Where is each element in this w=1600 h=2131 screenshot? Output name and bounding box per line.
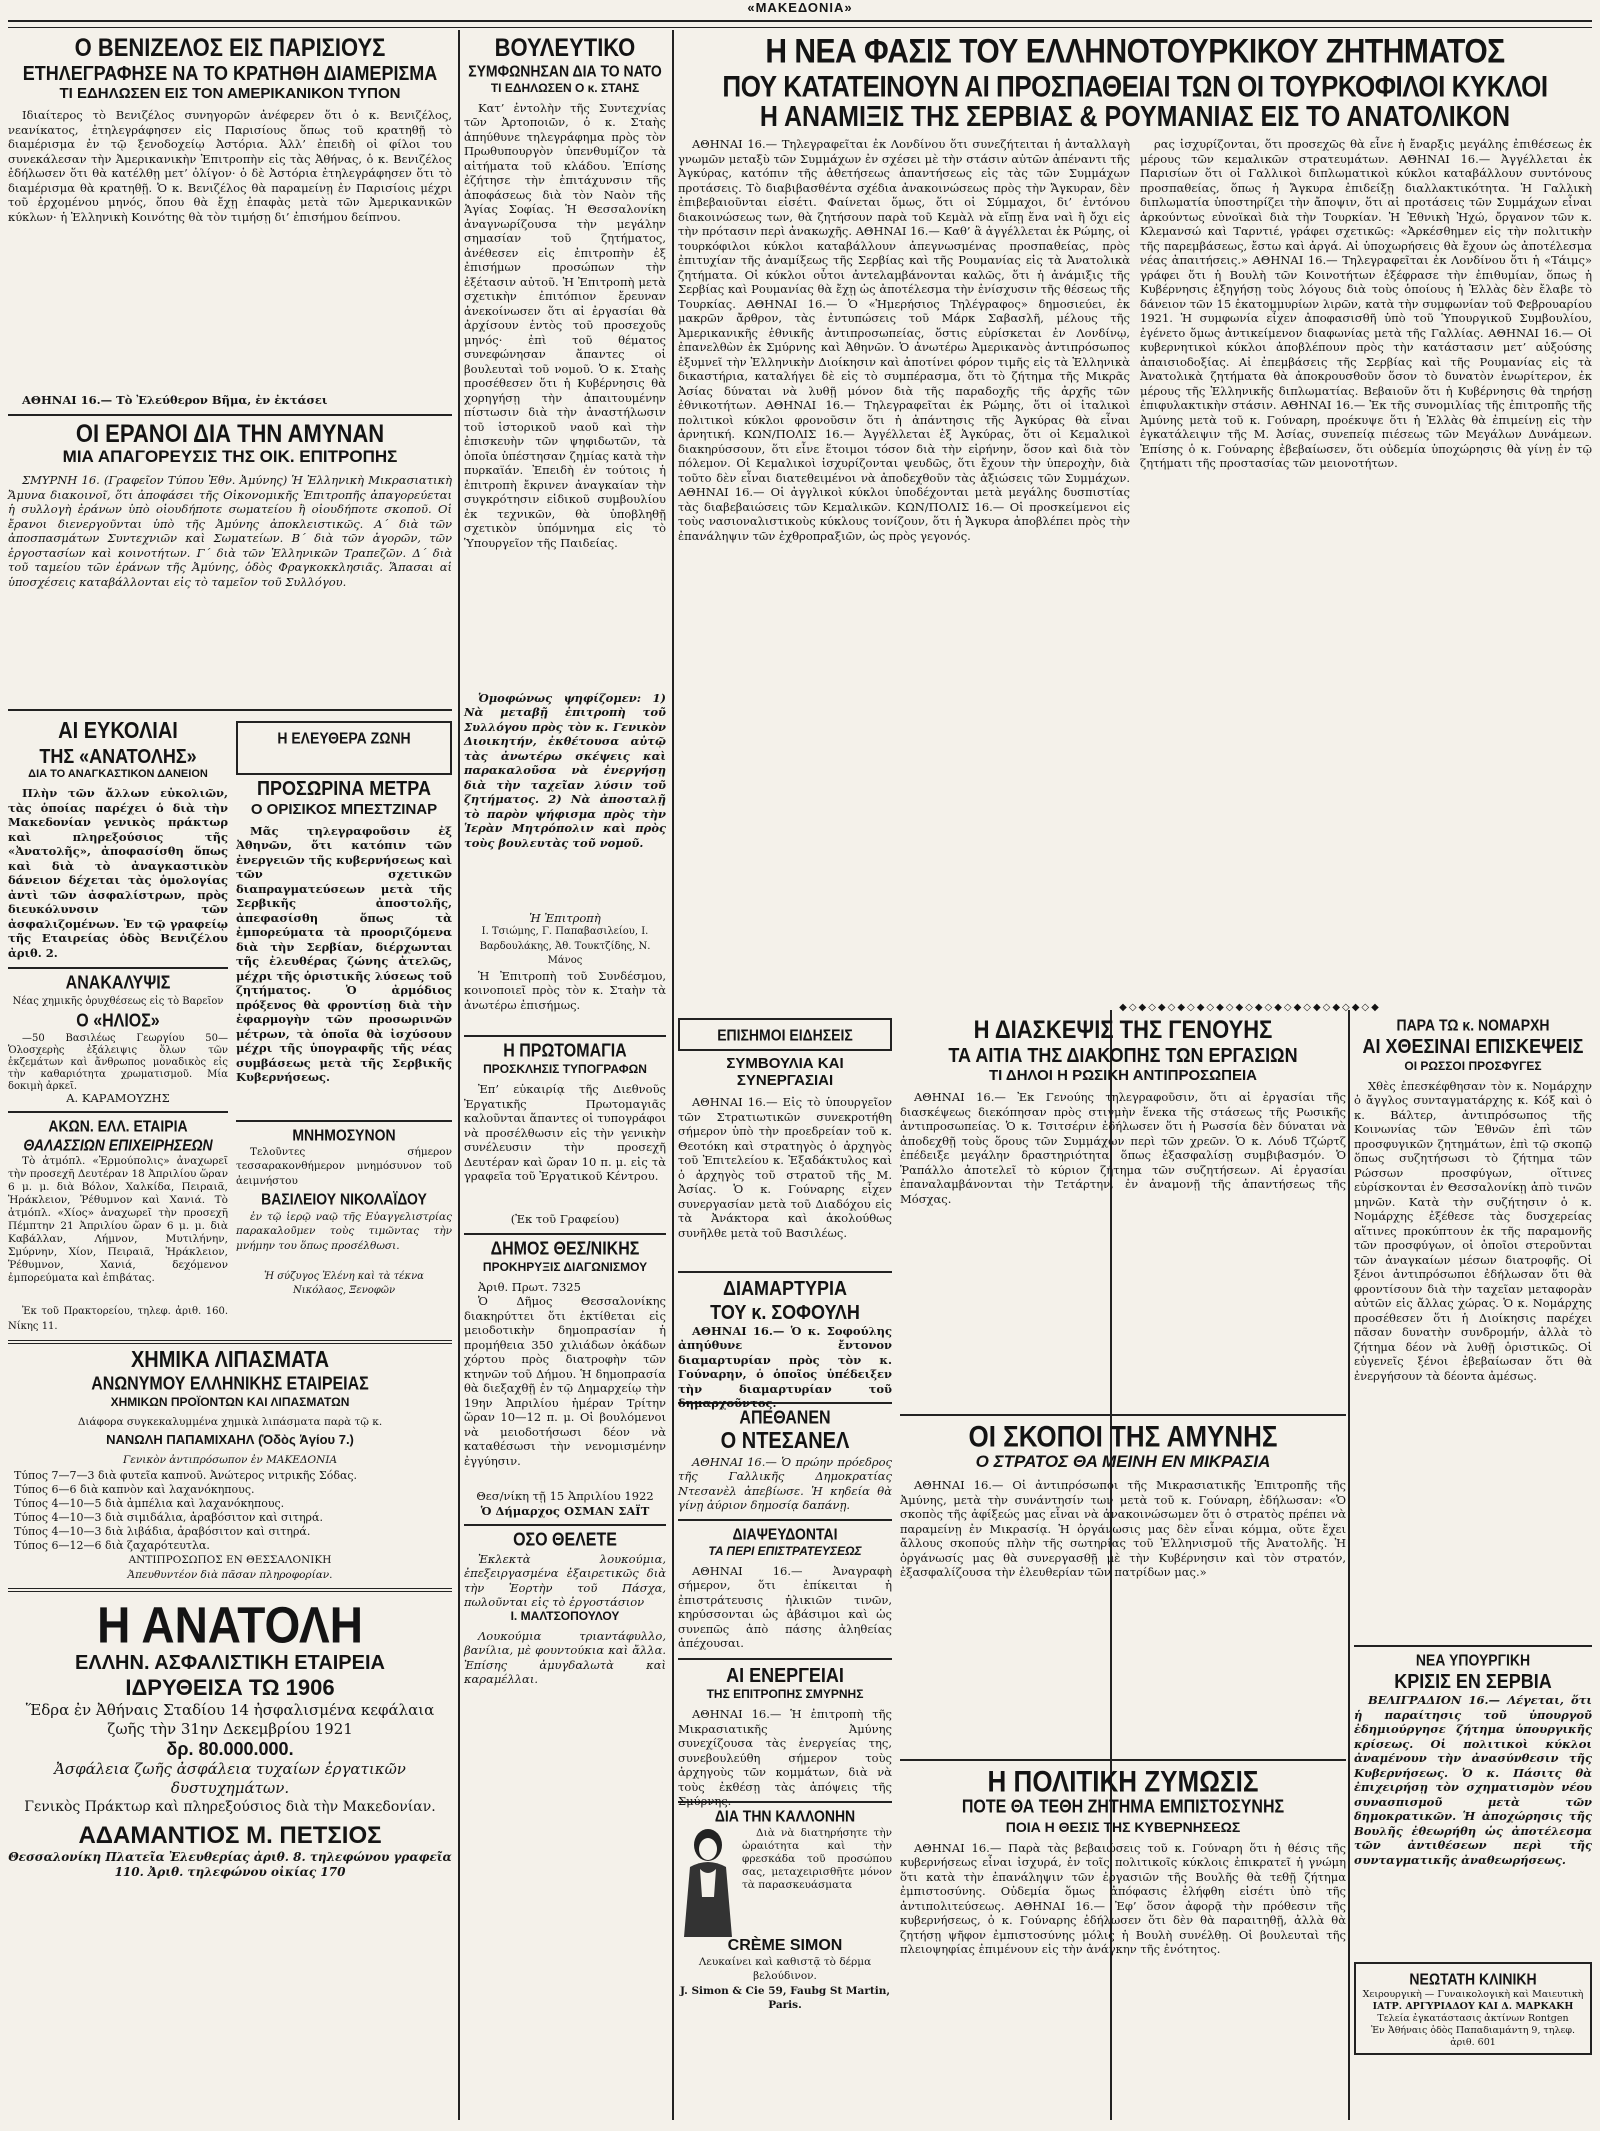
divider	[678, 1271, 892, 1273]
sofoulis-text: ΑΘΗΝΑΙ 16.— Ὁ κ. Σοφούλης ἀπηύθυνε ἔντονον διαμαρτυρίαν πρὸς τὸν κ. Γούναρην, ὁ ὁποῖος ὑπέδειξεν τὴν διαμαρτυρίαν τοῦ δημαρχοῦντος.	[678, 1323, 892, 1411]
divider	[1354, 1645, 1592, 1647]
column-divider	[458, 30, 460, 2120]
column-2	[464, 32, 666, 1689]
eykoliai-title: ΑΙ ΕΥΚΟΛΙΑΙ	[58, 718, 178, 744]
anakalypsis-text: —50 Βασιλέως Γεωργίου 50— Ὁλοσχερὴς ἐξάλειψις ὅλων τῶν ἐκζεμάτων καὶ ἄνθρωπος μοναδικὸς εἰς τὴν καθαριότητα χρωματισμοῦ. Μία δοκιμὴ ἀρκεῖ.	[8, 1032, 228, 1092]
oso-name: Ι. ΜΑΛΤΣΟΠΟΥΛΟΥ	[510, 1608, 620, 1623]
main-headline2: ΠΟΥ ΚΑΤΑΤΕΙΝΟΥΝ ΑΙ ΠΡΟΣΠΑΘΕΙΑΙ ΤΩΝ ΟΙ ΤΟΥΡΚΟΦΙΛΟΙ ΚΥΚΛΟΙ	[722, 69, 1548, 104]
energiai-text: ΑΘΗΝΑΙ 16.— Ἡ ἐπιτροπὴ τῆς Μικρασιατικῆς Ἀμύνης συνεχίζουσα τὰς ἐνεργείας της, συνεβουλεύθη σήμερον τοὺς ἀρχηγοὺς τῶν κομμάτων, διὰ νὰ τοὺς ἐκθέσῃ τὰς ἀπόψεις τῆς Σμύρνης.	[678, 1707, 892, 1809]
nomarxis-text: Χθὲς ἐπεσκέφθησαν τὸν κ. Νομάρχην ὁ ἄγγλος συνταγματάρχης κ. Κόξ καὶ ὁ κ. Βάλτερ, ἀντιπρόσωπος τῆς Κοινωνίας τῶν Ἐθνῶν ἐπὶ τῶν προσφυγικῶν ζητημάτων, ἐπὶ τῷ σκοπῷ ὅπως συζητήσωσι τὸ ζήτημα τῶν Ρώσσων προσφύγων, οἵτινες εὑρίσκονται ἐν Θεσσαλονίκῃ ἀπὸ τινῶν μηνῶν. Κατὰ τὴν συζήτησιν ὁ κ. Νομάρχης ἐξέθεσε τὰς δυσχερείας αἵτινες προκύπτουν ἐκ τῆς παραμονῆς τῶν προσφύγων, οἱ ὁποῖοι στεροῦνται τῶν ἀναγκαίων μέσων διατροφῆς. Οἱ ξένοι ἀντιπρόσωποι ἐδήλωσαν ὅτι θὰ φροντίσουν διὰ τὴν ταχεῖαν μεταφορὰν αὐτῶν εἰς ἄλλας χώρας. Ὁ κ. Νομάρχης προσέθεσεν ὅτι ἡ Διοίκησις παρέχει πᾶσαν δυνατὴν συνδρομήν, ἀλλὰ τὸ ζήτημα δέον νὰ λυθῇ ὁριστικῶς. Οἱ εὐγενεῖς ξένοι ἐβεβαίωσαν ὅτι θὰ ἐνεργήσουν τὰ δέοντα ἀμέσως.	[1354, 1078, 1592, 1383]
divider	[900, 1414, 1346, 1416]
masthead: «ΜΑΚΕΔΟΝΙΑ»	[747, 0, 853, 15]
chemicals-title: ΧΗΜΙΚΑ ΛΙΠΑΣΜΑΤΑ	[130, 1347, 330, 1373]
kalloni-title: ΔΙΑ ΤΗΝ ΚΑΛΛΟΝΗΝ	[714, 1807, 856, 1826]
venizelos-title: Ο ΒΕΝΙΖΕΛΟΣ ΕΙΣ ΠΑΡΙΣΙΟΥΣ	[74, 33, 386, 62]
anatoli-ad-line2: ΙΔΡΥΘΕΙΣΑ ΤΩ 1906	[125, 1675, 335, 1701]
divider	[8, 1588, 452, 1592]
clinic-box	[1354, 1962, 1592, 2055]
clinic-line1: Χειρουργικὴ — Γυναικολογικὴ καὶ Μαιευτικὴ	[1362, 1989, 1584, 2001]
clinic-title: ΝΕΩΤΑΤΗ ΚΛΙΝΙΚΗ	[1409, 1969, 1537, 1989]
main-left-text: ΑΘΗΝΑΙ 16.— Τηλεγραφεῖται ἐκ Λονδίνου ὅτι συνεζήτειται ἡ ἀνταλλαγὴ γνωμῶν μεταξὺ τῶν Συμμάχων ἐν σχέσει μὲ τὴν στάσιν αὐτῶν ἀπέναντι τῆς Ἀγκύρας, κατόπιν τῆς ἀθετήσεως ἀπαντήσεως εἰς τὰς τῶν Συμμάχων προτάσεις. Τὸ διαβιβασθέντα σχέδια ἀνακοινώσεως πρὸς τὴν Ἄγκυραν, δὲν ἐπιβεβαιοῦνται εἰσέτι. Φαίνεται ὅμως, ὅτι οἱ Σύμμαχοι, δι’ ἐντόνου διακοινώσεως των, θὰ ζητήσουν παρὰ τοῦ Κεμὰλ νὰ εἴπῃ ἕνα ναὶ ἢ ὄχι εἰς τὴν πρότασιν περὶ ἀνακωχῆς. ΑΘΗΝΑΙ 16.— Καθ’ ἃ ἀγγέλλεται ἐκ Ρώμης, οἱ τουρκόφιλοι κύκλοι καταβάλλουν ἀπεγνωσμένας προσπαθείας, πρὸς ἐπιτυχίαν τῆς ἀναμίξεως τῆς Σερβίας καὶ τῆς Ρουμανίας εἰς τὰ Ἀνατολικὰ ζητήματα. Οἱ κύκλοι οὗτοι ἀντελαμβάνονται καλῶς, ὅτι ἡ ἀνάμιξις τῆς Σερβίας καὶ Ρουμανίας θὰ ἔχῃ ὡς ἀποτέλεσμα τὴν ἐνίσχυσιν τῆς θέσεως τῆς Τουρκίας. ΑΘΗΝΑΙ 16.— Ὁ «Ἡμερήσιος Τηλέγραφος» δημοσιεύει, ἐκ μακρῶν ἄρθρον, τὰς ἐντυπώσεις τοῦ Μάρκ Σαβασλῆ, μέλους τῆς Ἀμερικανικῆς ἐθνικῆς ἀντιπροσωπείας, ὅστις εὑρίσκεται ἐν Λονδίνῳ, ἐπανελθὼν ἐκ Σμύρνης καὶ Ἀθηνῶν. Ὁ ἀνωτέρω Ἀμερικανὸς ἀντιπρόσωπος ἐξυμνεῖ τὴν Ἑλληνικὴν Διοίκησιν καὶ ἀποτίνει φόρον τιμῆς εἰς τὰ Ἑλληνικὰ δικαστήρια, καταλήγει δὲ εἰς τὸ συμπέρασμα, ὅτι τὸ ζήτημα τῆς Μικρᾶς Ἀσίας δύναται νὰ λυθῇ μόνον διὰ τῆς παραδοχῆς τῆς ἀρχῆς τῶν ἐθνικοτήτων. ΑΘΗΝΑΙ 16.— Τηλεγραφεῖται ἐκ Ρώμης, ὅτι οἱ ἰταλικοὶ πολιτικοὶ κύκλοι φρονοῦσιν ὅτι ἡ ἀπάντησις τῆς Ἀγκύρας θὰ εἶναι ἀρνητική. ΚΩΝ/ΠΟΛΙΣ 16.— Ἀγγέλλεται ἐξ Ἀγκύρας, ὅτι οἱ Κεμαλικοὶ διακηρύσσουν, ὅτι εἶνε ἕτοιμοι τόσον διὰ τὴν εἰρήνην, ὅσον καὶ διὰ τὸν πόλεμον. Οἱ Κεμαλικοὶ ἰσχυρίζονται ψευδῶς, ὅτι ἔχουν τὴν ὑπεροχὴν, διὰ τοῦτο δὲν εἶναι διατεθειμένοι νὰ ἀποδεχθοῦν τὰς ἀξιώσεις τῶν Συμμάχων. ΑΘΗΝΑΙ 16.— Οἱ ἀγγλικοὶ κύκλοι ὑποδέχονται μετὰ μεγάλης δυσπιστίας τὰς διαβεβαιώσεις τῶν Κεμαλικῶν. ΚΩΝ/ΠΟΛΙΣ 16.— Οἱ προσκείμενοι εἰς τοὺς νασιοναλιστικοὺς κύκλους τονίζουν, ὅτι ἡ Ἄγκυρα ἀποβλέπει πρὸς τὴν ἐπανάληψιν τῶν ἐχθροπραξιῶν, ὡς πρὸς γεγονός.	[678, 137, 1130, 543]
serbia-title2: ΚΡΙΣΙΣ ΕΝ ΣΕΡΒΙΑ	[1394, 1669, 1552, 1693]
divider	[8, 414, 452, 416]
genoua-subtitle: ΤΙ ΔΗΛΟΙ Η ΡΩΣΙΚΗ ΑΝΤΙΠΡΟΣΩΠΕΙΑ	[988, 1067, 1257, 1085]
main-story	[678, 32, 1592, 1004]
chemical-type: Τύπος 4—10—3 διὰ σιμιδάλια, ἀραβόσιτον καὶ σιτηρά.	[14, 1511, 323, 1525]
protomagia-title: Η ΠΡΩΤΟΜΑΓΙΑ	[503, 1041, 627, 1062]
shipping-title: ΑΚΩΝ. ΕΛΛ. ΕΤΑΙΡΙΑ	[48, 1116, 188, 1136]
main-headline3: Η ΑΝΑΜΙΞΙΣ ΤΗΣ ΣΕΡΒΙΑΣ & ΡΟΥΜΑΝΙΑΣ ΕΙΣ ΤΟ ΑΝΑΤΟΛΙΚΟΝ	[759, 101, 1511, 134]
vouleftiko-signoff: Ἡ Ἐπιτροπὴ	[529, 910, 601, 925]
genoua-title2: ΤΑ ΑΙΤΙΑ ΤΗΣ ΔΙΑΚΟΠΗΣ ΤΩΝ ΕΡΓΑΣΙΩΝ	[948, 1043, 1298, 1067]
dimos-date: Θεσ/νίκη τῇ 15 Ἀπριλίου 1922	[476, 1489, 654, 1504]
episima-column	[678, 1014, 892, 2013]
eranoi-text: ΣΜΥΡΝΗ 16. (Γραφεῖον Τύπου Ἐθν. Ἀμύνης) Ἡ Ἑλληνικὴ Μικρασιατικὴ Ἄμυνα διακοινοῖ, ὅτι ἀποφάσει τῆς Οἰκονομικῆς Ἐπιτροπῆς ἀπαγορεύεται ἡ συλλογὴ ἐράνων ὑπὸ οἱουδήποτε σωματείου ἢ οἱουδήποτε σκοποῦ. Οἱ ἔρανοι διενεργοῦνται ὑπὸ τῆς Ἀμύνης ἀποκλειστικῶς. Α΄ διὰ τῶν ἀποσπασμάτων Συντεχνιῶν καὶ Σωματείων. Β΄ διὰ τῶν ἀγορῶν, τῶν ἐργοστασίων καὶ κοινοτήτων. Γ΄ διὰ τῶν Ἑλληνικῶν Τραπεζῶν. Δ΄ διὰ τοῦ ταμείου τῶν ἐράνων τῆς Ἀμύνης, ὁδὸς Φραγκοκκλησιᾶς. Ἅπασαι αἱ ὑποσχέσεις καταβάλλονται εἰς τὸ ταμεῖον τοῦ Συλλόγου.	[8, 473, 452, 589]
column-divider	[672, 30, 674, 2120]
zoni-text: Μᾶς τηλεγραφοῦσιν ἐξ Ἀθηνῶν, ὅτι κατόπιν τῶν ἐνεργειῶν τῆς κυβερνήσεως καὶ τῶν σχετικῶν διαπραγματεύσεων μετὰ τῆς Σερβικῆς ἀποστολῆς, ἀπεφασίσθη ὅπως τὰ ἐμπορεύματα τὰ προοριζόμενα διὰ τὴν Σερβίαν, διέρχωνται τῆς ἐλευθέρας ζώνης ἀτελῶς, μέχρι τῆς ὁριστικῆς λύσεως τοῦ ζητήματος. Ὁ ἀρμόδιος πρόξενος θὰ φροντίσῃ διὰ τὴν ἐφαρμογὴν τῶν προσωρινῶν μέτρων, τὰ ὁποῖα θὰ ἰσχύσουν μέχρι τῆς ὑπογραφῆς τῆς νέας συμβάσεως μετὰ τῆς Σερβικῆς Κυβερνήσεως.	[236, 823, 452, 1085]
amyna-title: ΟΙ ΣΚΟΠΟΙ ΤΗΣ ΑΜΥΝΗΣ	[968, 1418, 1278, 1454]
chemicals-footer: ΑΝΤΙΠΡΟΣΩΠΟΣ ΕΝ ΘΕΣΣΑΛΟΝΙΚΗ	[128, 1554, 332, 1567]
main-columns	[678, 137, 1592, 957]
anatoli-ad-name: Η ΑΝΑΤΟΛΗ	[97, 1596, 363, 1654]
ornament-divider: ◆◇◆◇◆◇◆◇◆◇◆◇◆◇◆◇◆◇◆◇◆◇◆◇◆◇◆	[1119, 1002, 1381, 1013]
serbia-text: ΒΕΛΙΓΡΑΔΙΟΝ 16.— Λέγεται, ὅτι ἡ παραίτησις τοῦ ὑπουργοῦ ἐδημιούργησε ζήτημα ὑπουργικῆς κρίσεως. Οἱ πολιτικοὶ κύκλοι ἀναμένουν τὴν ἀνασύνθεσιν τῆς Κυβερνήσεως. Ὁ κ. Πάσιτς θὰ ἐπιχειρήσῃ τὸν σχηματισμὸν νέου συνασπισμοῦ μετὰ τῶν δημοκρατικῶν. Ἡ ἀποχώρησις τῆς Βουλῆς ἐθεωρήθη ὡς ἀποτέλεσμα τῶν ἀντιθέσεων περὶ τῆς συνταγματικῆς ἀναθεωρήσεως.	[1354, 1693, 1592, 1867]
nomarxis-column	[1354, 1014, 1592, 2059]
chemicals-types	[14, 1469, 452, 1553]
vouleftiko-title: ΒΟΥΛΕΥΤΙΚΟ	[494, 33, 636, 62]
mnimosynon-text: Τελοῦντες σήμερον τεσσαρακονθήμερον μνημόσυνον τοῦ ἀειμνήστου	[236, 1145, 452, 1187]
sofoulis-title: ΔΙΑΜΑΡΤΥΡΙΑ	[723, 1276, 847, 1300]
sofoulis-title2: ΤΟΥ κ. ΣΟΦΟΥΛΗ	[710, 1299, 860, 1323]
episima-title: ΕΠΙΣΗΜΟΙ ΕΙΔΗΣΕΙΣ	[717, 1025, 853, 1045]
anakalypsis-signoff: Α. ΚΑΡΑΜΟΥΖΗΣ	[66, 1090, 170, 1105]
nomarxis-subtitle: ΟΙ ΡΩΣΣΟΙ ΠΡΟΣΦΥΓΕΣ	[1404, 1058, 1542, 1073]
serbia-title: ΝΕΑ ΥΠΟΥΡΓΙΚΗ	[1415, 1650, 1531, 1669]
divider	[236, 1120, 452, 1122]
energiai-title: ΑΙ ΕΝΕΡΓΕΙΑΙ	[726, 1663, 844, 1687]
mnimosynon-signoff: Ἡ σύζυγος Ἑλένη καὶ τὰ τέκνα Νικόλαος, Ξενοφῶν	[264, 1270, 424, 1297]
oso-text: Ἐκλεκτὰ λουκούμια, ἐπεξειργασμένα ἐξαιρετικῶς διὰ τὴν Ἑορτὴν τοῦ Πάσχα, πωλοῦνται εἰς τὸ ἐργοστάσιον	[464, 1551, 666, 1610]
oso-text2: Λουκούμια τριαντάφυλλο, βανίλια, μὲ φουντούκια καὶ ἄλλα. Ἐπίσης ἀμυγδαλωτὰ καὶ καραμέλλαι.	[464, 1628, 666, 1687]
chemical-type: Τύπος 6—6 διὰ καπνὸν καὶ λαχανόκηπους.	[14, 1483, 255, 1497]
col1-lower-left	[8, 717, 228, 1334]
venizelos-text: Ιδιαίτερος τὸ Βενιζέλος συνηγορῶν ἀνέφερεν ὅτι ὁ κ. Βενιζέλος, νεανίκατος, ἐτηλεγράφησεν εἰς Παρισίους ὅπως τοῦ κρατηθῇ τὸ διαμέρισμα ἐν τῷ ξενοδοχείῳ Ἀστόρια. Ἀλλ’ ἐπειδὴ οἱ φίλοι του συνεκάλεσαν τὴν Ἀμερικανικὴν Ἐπιτροπὴν εἰς τὰς Ἀθήνας, ὁ κ. Βενιζέλος ἐδήλωσεν ὅτι θὰ κατέλθῃ μετ’ ὀλίγον· ὁ δὲ Ἀστόρια ἐτηλεγράφησεν ὅτι τὸ διαμέρισμα θὰ κρατηθῇ. Ὁ κ. Βενιζέλος θὰ παραμείνῃ ἐν Παρισίοις μέχρι τοῦ ἐρχομένου μηνός, ὅπου θὰ ἔχῃ ἐπαφὰς μετὰ τῶν Ἀμερικανικῶν κύκλων· ἡ Ἑλληνικὴ Κοινότης θὰ τὸν τιμήσῃ δι’ ἐπισήμου δείπνου.	[8, 108, 452, 224]
column-1	[8, 32, 452, 1879]
anatoli-ad-line4: Ἀσφάλεια ζωῆς ἀσφάλεια τυχαίων ἐργατικῶν δυστυχημάτων.	[54, 1760, 406, 1798]
anatoli-ad-agent: ΑΔΑΜΑΝΤΙΟΣ Μ. ΠΕΤΣΙΟΣ	[78, 1822, 382, 1850]
main-right-text: ρας ἰσχυρίζονται, ὅτι προσεχῶς θὰ εἶνε ἡ ἔναρξις μεγάλης ἐπιθέσεως ἐκ μέρους τῶν κεμαλικῶν στρατευμάτων. ΑΘΗΝΑΙ 16.— Ἀγγέλλεται ἐκ Παρισίων ὅτι οἱ Γαλλικοὶ διπλωματικοὶ κύκλοι καταβάλλουν συντόνους προσπαθείας, ὅπως ἡ Ἄγκυρα ἐπιδείξῃ διαλλακτικότητα. Ἡ Γαλλικὴ διπλωματία ὑποστηρίζει τὴν ἄποψιν, ὅτι αἱ προτάσεις τῶν Συμμάχων εἶναι ἀρκούντως εὐνοϊκαὶ διὰ τὴν Τουρκίαν. Ἡ Ἐθνικὴ Ἠχώ, ὄργανον τῶν κ. Κλεμανσώ καὶ Ταρντιέ, γράφει σχετικῶς: «Ἀρκέσθημεν εἰς τὴν πολιτικὴν τῆς παρεμβάσεως, ἔστω καὶ ἀργά. Αἱ ὑποχωρήσεις θὰ ἔχουν ὡς ἀποτέλεσμα νέας ἀπαιτήσεις.» ΑΘΗΝΑΙ 16.— Τηλεγραφεῖται ἐκ Λονδίνου ὅτι ἡ «Τάιμς» γράφει ὅτι ἡ Βουλὴ τῶν Κοινοτήτων ἐξέφρασε τὴν ἐπιθυμίαν, ὅπως ἡ Κυβέρνησις ἐξηγήσῃ τοὺς λόγους διὰ τοὺς ὁποίους ἡ Ἑλλὰς δὲν ἔλαβε τὸ δάνειον τῶν 15 ἑκατομμυρίων λιρῶν, κατὰ τὴν συμφωνίαν τοῦ Φεβρουαρίου 1921. Ἡ συμφωνία εἶχεν ἀποφασισθῆ ὑπὸ τοῦ Ὑπουργικοῦ Συμβουλίου, ἐγένετο ὅμως ἀντικείμενον διαφωνίας μετὰ τῆς Γαλλίας. ΑΘΗΝΑΙ 16.— Οἱ κυβερνητικοὶ κύκλοι ἀποβλέπουν πρὸς τὴν κατάστασιν μετ’ αὐξούσης ἀπαισιοδοξίας. Αἱ ἐπεμβάσεις τῆς Σερβίας καὶ τῆς Ρουμανίας εἰς τὰ Ἀνατολικὰ ζητήματα θὰ ἀποκρουσθοῦν ὅσον τὸ δυνατὸν ἐνωρίτερον, ἐκ μέρους τῆς Ἑλληνικῆς διπλωματίας. Βεβαιοῦν ὅτι ἡ Κυβέρνησις θὰ τηρήσῃ ἐπιφυλακτικὴν στάσιν. ΑΘΗΝΑΙ 16.— Ἐκ τῆς συνομιλίας τῆς ἐπιτροπῆς τῆς Ἀμύνης μετὰ τοῦ κ. Γούναρη, προέκυψε ὅτι ἡ Ἑλλὰς θὰ ἐπιμείνῃ εἰς τὴν ἐγκατάλειψιν τῆς Μ. Ἀσίας, συνεπείᾳ πιέσεως τῶν Μεγάλων Δυνάμεων. Ἐπίσης ὁ κ. Γούναρης ἐβεβαίωσεν, ὅτι οὐδεμία ὑποχώρησις θὰ γίνῃ ἐν τῷ ζητήματι τῆς προστασίας τῶν μειονοτήτων.	[1140, 137, 1592, 471]
woman-figure-icon	[678, 1827, 738, 1937]
clinic-line2: ΙΑΤΡ. ΑΡΓΥΡΙΑΔΟΥ ΚΑΙ Δ. ΜΑΡΚΑΚΗ	[1372, 2001, 1574, 2013]
eranoi-subtitle: ΜΙΑ ΑΠΑΓΟΡΕΥΣΙΣ ΤΗΣ ΟΙΚ. ΕΠΙΤΡΟΠΗΣ	[62, 447, 398, 467]
genoua-column	[900, 1014, 1346, 2131]
divider	[8, 967, 228, 969]
anatoli-ad-amount: δρ. 80.000.000.	[166, 1739, 294, 1760]
energiai-title2: ΤΗΣ ΕΠΙΤΡΟΠΗΣ ΣΜΥΡΝΗΣ	[706, 1687, 864, 1702]
divider	[464, 1233, 666, 1235]
mnimosynon-name: ΒΑΣΙΛΕΙΟΥ ΝΙΚΟΛΑΪΔΟΥ	[261, 1190, 427, 1209]
amyna-text: ΑΘΗΝΑΙ 16.— Οἱ ἀντιπρόσωποι τῆς Μικρασιατικῆς Ἐπιτροπῆς τῆς Ἀμύνης, μετὰ τὴν συνάντησίν των μετὰ τοῦ κ. Γούναρη, ἐδήλωσαν: «Ὁ σκοπὸς τῆς ἀφίξεώς μας εἶναι νὰ ἀνακοινώσωμεν ὅτι ὁ στρατὸς πρέπει νὰ παραμείνῃ ἐν Μικρασίᾳ. Ἡ ὀργάνωσις μας δὲν εἶναι κόμμα, οὔτε ἔχει ἄλλους σκοπούς πλὴν τῆς σωτηρίας τοῦ Ἑλληνισμοῦ τῆς Ἀνατολῆς. Ἡ ὀργάνωσίς μας θὰ συνεργασθῇ μὲ τὴν Κυβέρνησιν καὶ τὸν στρατόν, ἐξασφαλίζουσα τὴν ἐλευθερίαν τῶν πατρίδων μας.»	[900, 1478, 1346, 1580]
anakalypsis-intro: Νέας χημικῆς ὀρυχθέσεως εἰς τὸ Βαρεῖον	[12, 995, 224, 1007]
chemicals-title2: ΑΝΩΝΥΜΟΥ ΕΛΛΗΝΙΚΗΣ ΕΤΑΙΡΕΙΑΣ	[91, 1374, 369, 1395]
vouleftiko-title2: ΣΥΜΦΩΝΗΣΑΝ ΔΙΑ ΤΟ ΝΑΤΟ	[468, 61, 662, 80]
anatoli-ad-address: Θεσσαλονίκη Πλατεῖα Ἐλευθερίας ἀριθ. 8. τηλεφώνου γραφεῖα 110. Ἀριθ. τηλεφώνου οἰκίας 170	[8, 1850, 452, 1879]
amyna-subtitle: Ο ΣΤΡΑΤΟΣ ΘΑ ΜΕΙΝΗ ΕΝ ΜΙΚΡΑΣΙΑ	[975, 1452, 1271, 1472]
episima-text: ΑΘΗΝΑΙ 16.— Εἰς τὸ ὑπουργεῖον τῶν Στρατιωτικῶν συνεκροτήθη σήμερον ὑπὸ τὴν προεδρείαν τοῦ κ. Θεοτόκη καὶ στρατηγὸς ὁ ἀρχηγὸς τοῦ Ἐπιτελείου κ. Ἐξαδάκτυλος καὶ ὁ ἀρχηγὸς τοῦ στρατοῦ τῆς Μ. Ἀσίας. Ὁ κ. Γούναρης εἶχεν συνεργασίαν μετὰ τοῦ Διαδόχου εἰς τὰ Ἀνάκτορα καὶ ἀκολούθως συνῆλθε μετὰ τοῦ Βασιλέως.	[678, 1095, 892, 1240]
kalloni-footer: J. Simon & Cie 59, Faubg St Martin, Paris.	[679, 1984, 890, 2011]
divider	[8, 1111, 228, 1113]
nomarxis-title: ΠΑΡΑ ΤΩ κ. ΝΟΜΑΡΧΗ	[1396, 1015, 1550, 1035]
kalloni-body	[678, 1827, 892, 1937]
protomagia-signoff: (Ἐκ τοῦ Γραφείου)	[510, 1212, 620, 1227]
clinic-line3: Τελεία ἐγκατάστασις ἀκτίνων Rontgen	[1377, 2013, 1569, 2025]
chemical-type: Τύπος 4—10—3 διὰ λιβάδια, ἀραβόσιτον καὶ σιτηρά.	[14, 1525, 311, 1539]
shipping-text: Τὸ ἀτμόπλ. «Ἑρμούπολις» ἀναχωρεῖ τὴν προσεχῆ Δευτέραν 18 Ἀπριλίου ὥραν 6 μ. μ. διὰ Βόλον, Χαλκίδα, Πειραιᾶ, Ἡράκλειον, Ῥέθυμνον καὶ Χανιά. Τὸ ἀτμόπλ. «Χίος» ἀναχωρεῖ τὴν προσεχῆ Πέμπτην 21 Ἀπριλίου ὥραν 6 μ. μ. διὰ Καβάλλαν, Λήμνον, Μυτιλήνην, Σμύρνην, Χίον, Πειραιᾶ, Ἡράκλειον, Ῥέθυμνον, Χανιά, δεχόμενον ἐμπορεύματα καὶ ἐπιβάτας.	[8, 1155, 228, 1285]
dimos-signoff: Ὁ Δήμαρχος ΟΣΜΑΝ ΣΑΪΤ	[480, 1503, 650, 1518]
protomagia-text: Ἐπ’ εὐκαιρίᾳ τῆς Διεθνοῦς Ἐργατικῆς Πρωτομαγιᾶς καλοῦνται ἅπαντες οἱ τυπογράφοι νὰ προσέλθωσιν εἰς τὴν γενικὴν συνέλευσιν τὴν προσεχῆ Δευτέραν καὶ ὥραν 10 π. μ. εἰς τὰ γραφεῖα τοῦ Ἐργατικοῦ Κέντρου.	[464, 1082, 666, 1184]
eykoliai-text: Πλὴν τῶν ἄλλων εὐκολιῶν, τὰς ὁποίας παρέχει ὁ διὰ τὴν Μακεδονίαν γενικὸς πράκτωρ καὶ πληρεξούσιος τῆς «Ἀνατολῆς», ἀποφασίσθη ὅπως καὶ διὰ τὸ ἀναγκαστικὸν δάνειον δέχεται τὰς ὁμολογίας ἀντὶ τῶν ἀσφαλίστρων, πρὸς διευκόλυνσιν τῶν ἀσφαλιζομένων. Ἐν τῷ γραφείῳ τῆς Εταιρείας ὁδὸς Βενιζέλου ἀριθ. 2.	[8, 786, 228, 960]
venizelos-signoff: ΑΘΗΝΑΙ 16.— Τὸ Ἐλεύθερον Βῆμα, ἐν ἐκτάσει	[22, 393, 328, 408]
main-headline1: Η ΝΕΑ ΦΑΣΙΣ ΤΟΥ ΕΛΛΗΝΟΤΟΥΡΚΙΚΟΥ ΖΗΤΗΜΑΤΟΣ	[765, 32, 1505, 71]
clinic-line4: Ἐν Ἀθήναις ὁδὸς Παπαδιαμάντη 9, τηλεφ. ἀριθ. 601	[1370, 2025, 1576, 2049]
dimos-text: Ὁ Δῆμος Θεσσαλονίκης διακηρύττει ὅτι ἐκτίθεται εἰς μειοδοτικὴν δημοπρασίαν ἡ προμήθεια 350 χιλιάδων ὀκάδων χόρτου πρὸς διατροφὴν τῶν κτηνῶν τοῦ Δήμου. Ἡ δημοπρασία θὰ διεξαχθῇ ἐν τῷ Δημαρχείῳ τὴν 19ην Ἀπριλίου ἡμέραν Τρίτην ὥραν 10—12 π. μ. Οἱ βουλόμενοι νὰ μειοδοτήσωσι δέον νὰ καταθέσωσι τὴν νενομισμένην ἐγγύησιν.	[464, 1294, 666, 1468]
divider	[464, 1524, 666, 1526]
divider	[8, 1340, 452, 1344]
anatoli-ad-line3: Ἕδρα ἐν Ἀθήναις Σταδίου 14 ἠσφαλισμένα κεφάλαια ζωῆς τὴν 31ην Δεκεμβρίου 1921	[25, 1701, 435, 1739]
shipping-title2: ΘΑΛΑΣΣΙΩΝ ΕΠΙΧΕΙΡΗΣΕΩΝ	[23, 1135, 213, 1155]
top-rule	[8, 20, 1592, 28]
divider	[8, 709, 452, 711]
denial-text: ΑΘΗΝΑΙ 16.— Ἀναγραφὴ σήμερον, ὅτι ἐπίκειται ἡ ἐπιστράτευσις ἡλικιῶν τινῶν, κηρύσσονται ὡς ἀβάσιμοι καὶ ὡς συνεπῶς ἀπὸ πάσης ἀληθείας ἀπέχουσαι.	[678, 1563, 892, 1651]
vouleftiko-text: Κατ’ ἐντολὴν τῆς Συντεχνίας τῶν Ἀρτοποιῶν, ὁ κ. Σταὴς ἀπηύθυνε τηλεγράφημα πρὸς τὸν Πρωθυπουργὸν ὑπενθυμίζον τὰ αἰτήματα τοῦ κλάδου. Ἐπίσης ἐζήτησε τὴν ἐπιτάχυνσιν τῆς ἀποφάσεως διὰ τὸν Ναὸν τῆς Ἁγίας Σοφίας. Ἡ Θεσσαλονίκη ἀναγνωρίζουσα τὴν μεγάλην σημασίαν τοῦ ζητήματος, ἀνέθεσεν εἰς ἐπιτροπὴν ἐξ ἐπισήμων προσώπων τὴν ἐξέτασιν αὐτοῦ. Ἡ Ἐπιτροπὴ μετὰ σχετικὴν ἐπιτόπιον ἔρευναν ἀνεκοίνωσεν ὅτι αἱ ἐργασίαι θὰ ἀρχίσουν ἐντὸς τοῦ προσεχοῦς μηνός· ἐπὶ τοῦ θέματος συνεφώνησαν ἅπαντες οἱ βουλευταὶ τοῦ νομοῦ. Ὁ κ. Σταὴς προσέθεσεν ὅτι ἡ Κυβέρνησις θὰ χορηγήσῃ τὴν ἀπαιτουμένην πίστωσιν διὰ τὴν ἀναστήλωσιν τοῦ ἱστορικοῦ ναοῦ καὶ τὴν ἐπισκευὴν τῶν ψηφιδωτῶν, τὰ ὁποῖα ὑπέστησαν ζημίας κατὰ τὴν πυρκαϊάν. Ἐπειδὴ ἐν τούτοις ἡ ἐπιτροπὴ ἔκρινεν ἀναγκαίαν τὴν συγκρότησιν εἰδικοῦ συμβουλίου ἐκ τεχνικῶν, θὰ ὑποβληθῇ σχετικὸν ὑπόμνημα εἰς τὸ Ὑπουργεῖον τῆς Παιδείας.	[464, 100, 666, 550]
chemicals-agent2: Γενικὸν ἀντιπρόσωπον ἐν ΜΑΚΕΔΟΝΙΑ	[122, 1453, 338, 1466]
column-divider	[1348, 1010, 1350, 2120]
divider	[464, 1035, 666, 1037]
protomagia-subtitle: ΠΡΟΣΚΛΗΣΙΣ ΤΥΠΟΓΡΑΦΩΝ	[483, 1062, 647, 1077]
zoni-box-title: Η ΕΛΕΥΘΕΡΑ ΖΩΝΗ	[277, 729, 411, 748]
chemicals-agent: ΝΑΝΩΛΗ ΠΑΠΑΜΙΧΑΗΛ (Ὁδὸς Ἁγίου 7.)	[106, 1431, 354, 1447]
dimos-subtitle: ΠΡΟΚΗΡΥΞΙΣ ΔΙΑΓΩΝΙΣΜΟΥ	[482, 1259, 648, 1274]
anatoli-ad-line5: Γενικὸς Πράκτωρ καὶ πληρεξούσιος διὰ τὴν Μακεδονίαν.	[24, 1799, 436, 1816]
kalloni-text: Διὰ νὰ διατηρήσητε τὴν ὡραιότητα καὶ τὴν φρεσκάδα τοῦ προσώπου σας, μεταχειρισθῆτε μόνον τὰ παρασκευάσματα	[742, 1826, 892, 1891]
eykoliai-subtitle: ΔΙΑ ΤΟ ΑΝΑΓΚΑΣΤΙΚΟΝ ΔΑΝΕΙΟΝ	[28, 768, 208, 781]
chemical-type: Τύπος 6—12—6 διὰ ζαχαρότευτλα.	[14, 1539, 210, 1553]
divider	[678, 1519, 892, 1521]
politiki-title: Η ΠΟΛΙΤΙΚΗ ΖΥΜΩΣΙΣ	[987, 1764, 1259, 1799]
shipping-signoff: Ἐκ τοῦ Πρακτορείου, τηλεφ. ἀριθ. 160. Νίκης 11.	[8, 1306, 228, 1332]
chemicals-line: Διάφορα συγκεκαλυμμένα χημικὰ λιπάσματα παρὰ τῷ κ.	[77, 1416, 383, 1429]
anakalypsis-product: Ο «ΗΛΙΟΣ»	[76, 1011, 160, 1032]
chemical-type: Τύπος 7—7—3 διὰ φυτεῖα καπνοῦ. Ἀνώτερος νιτρικῆς Σόδας.	[14, 1469, 358, 1483]
death-title: ΑΠΕΘΑΝΕΝ	[739, 1408, 831, 1429]
chemicals-title3: ΧΗΜΙΚΩΝ ΠΡΟΪΟΝΤΩΝ ΚΑΙ ΛΙΠΑΣΜΑΤΩΝ	[110, 1395, 350, 1410]
denial-title2: ΤΑ ΠΕΡΙ ΕΠΙΣΤΡΑΤΕΥΣΕΩΣ	[708, 1543, 862, 1558]
kalloni-brand: CRÈME SIMON	[727, 1936, 843, 1954]
mnimosynon-text2: ἐν τῷ ἱερῷ ναῷ τῆς Εὐαγγελιστρίας παρακαλοῦμεν τοὺς τιμῶντας τὴν μνήμην του ὅπως προσέλθωσι.	[236, 1210, 452, 1252]
divider	[678, 1658, 892, 1660]
zoni-title2: ΠΡΟΣΩΡΙΝΑ ΜΕΤΡΑ	[257, 776, 431, 800]
oso-title: ΟΣΟ ΘΕΛΕΤΕ	[513, 1531, 617, 1551]
vouleftiko-note: Ἡ Ἐπιτροπὴ τοῦ Συνδέσμου, κοινοποιεῖ πρὸς τὸν κ. Σταὴν τὰ ἀνωτέρω ἐπισήμως.	[464, 968, 666, 1012]
politiki-title2: ΠΟΤΕ ΘΑ ΤΕΘΗ ΖΗΤΗΜΑ ΕΜΠΙΣΤΟΣΥΝΗΣ	[961, 1798, 1285, 1818]
nomarxis-title2: ΑΙ ΧΘΕΣΙΝΑΙ ΕΠΙΣΚΕΨΕΙΣ	[1362, 1034, 1584, 1058]
anatoli-ad-line1: ΕΛΛΗΝ. ΑΣΦΑΛΙΣΤΙΚΗ ΕΤΑΙΡΕΙΑ	[75, 1652, 385, 1675]
episima-title2: ΣΥΜΒΟΥΛΙΑ ΚΑΙ ΣΥΝΕΡΓΑΣΙΑΙ	[726, 1055, 844, 1090]
col1-lower	[8, 717, 452, 1334]
chemical-type: Τύπος 4—10—5 διὰ ἀμπέλια καὶ λαχανόκηπους.	[14, 1497, 285, 1511]
genoua-text: ΑΘΗΝΑΙ 16.— Ἐκ Γενούης τηλεγραφοῦσιν, ὅτι αἱ ἐργασίαι τῆς διασκέψεως διεκόπησαν πρὸς στιγμὴν ἕνεκα τῆς στάσεως τῆς Ρωσικῆς ἀντιπροσωπείας. Ὁ κ. Τσιτσέριν ἐδήλωσεν ὅτι ἡ Ρωσσία δὲν δύναται νὰ ἀποδεχθῇ τοὺς ὅρους τῶν Συμμάχων περὶ τῶν χρεῶν. Ὁ κ. Λόυδ Τζώρτζ ἐπέδειξε μεγάλην δραστηριότητα ὅπως ἐξασφαλίσῃ συμβιβασμόν. Ὁ Ῥαπάλλο ἀποτελεῖ τὸ κύριον ζήτημα τῶν συζητήσεων. Αἱ ἐργασίαι ἐπαναλαμβάνονται τὴν Τετάρτην, ἐν ἀναμονῇ τῆς ἀπαντήσεως τῆς Μόσχας.	[900, 1090, 1346, 1206]
dimos-number: Ἀριθ. Πρωτ. 7325	[478, 1279, 581, 1294]
eykoliai-title2: ΤΗΣ «ΑΝΑΤΟΛΗΣ»	[39, 744, 197, 768]
col1-lower-right	[236, 717, 452, 1334]
politiki-subtitle: ΠΟΙΑ Η ΘΕΣΙΣ ΤΗΣ ΚΥΒΕΡΝΗΣΕΩΣ	[1005, 1818, 1241, 1835]
death-title2: Ο ΝΤΕΣΑΝΕΛ	[720, 1428, 850, 1454]
denial-title: ΔΙΑΨΕΥΔΟΝΤΑΙ	[732, 1524, 838, 1543]
venizelos-subtitle: ΤΙ ΕΔΗΛΩΣΕΝ ΕΙΣ ΤΟΝ ΑΜΕΡΙΚΑΝΙΚΟΝ ΤΥΠΟΝ	[59, 85, 401, 103]
politiki-text: ΑΘΗΝΑΙ 16.— Παρὰ τὰς βεβαιώσεις τοῦ κ. Γούναρη ὅτι ἡ θέσις τῆς κυβερνήσεως εἶναι ἰσχυρά, ἐν τοῖς πολιτικοῖς κύκλοις ἐπικρατεῖ ἡ γνώμη ὅτι κατὰ τὴν ἐπανάληψιν τῶν ἐργασιῶν τῆς Βουλῆς θὰ τεθῇ ζήτημα ἐμπιστοσύνης. Οὐδεμία ὅμως ἀπόφασις ἐλήφθη εἰσέτι ὑπὸ τῆς ἀντιπολιτεύσεως. ΑΘΗΝΑΙ 16.— Ἐφ’ ὅσον ἀφορᾷ τὴν πρόθεσιν τῆς κυβερνήσεως, ὁ κ. Γούναρης ἐδήλωσεν ὅτι δὲν θὰ παραιτηθῇ, ἀλλὰ θὰ ζητήσῃ ψῆφον ἐμπιστοσύνης μόλις ἡ Βουλὴ συνέλθῃ. Οἱ βουλευταὶ τῆς πλειοψηφίας ἐπιμένουν εἰς τὴν ἀνάγκην τῆς ἐνότητος.	[900, 1840, 1346, 1957]
zoni-subtitle: Ο ΟΡΙΣΙΚΟΣ ΜΠΕΣΤΖΙΝΑΡ	[250, 800, 438, 818]
anakalypsis-title: ΑΝΑΚΑΛΥΨΙΣ	[65, 974, 171, 994]
genoua-title: Η ΔΙΑΣΚΕΨΙΣ ΤΗΣ ΓΕΝΟΥΗΣ	[973, 1015, 1273, 1044]
vouleftiko-subtitle: ΤΙ ΕΔΗΛΩΣΕΝ Ο κ. ΣΤΑΗΣ	[490, 80, 640, 95]
kalloni-text2: Λευκαίνει καὶ καθιστᾷ τὸ δέρμα βελούδινον.	[698, 1955, 872, 1982]
dimos-title: ΔΗΜΟΣ ΘΕΣ/ΝΙΚΗΣ	[490, 1239, 640, 1259]
vouleftiko-italic: Ὁμοφώνως ψηφίζομεν: 1) Νὰ μεταβῇ ἐπιτροπὴ τοῦ Συλλόγου πρὸς τὸν κ. Γενικὸν Διοικητήν, ἐκθέτουσα αὐτῷ τὰς ἀνωτέρω σκέψεις καὶ παρακαλοῦσα νὰ ἐνεργήσῃ διὰ τὴν ταχεῖαν λύσιν τοῦ ζητήματος. 2) Νὰ ἀποσταλῇ τὸ παρὸν ψήφισμα πρὸς τὴν Ἱερὰν Μητρόπολιν καὶ πρὸς τοὺς βουλευτὰς τοῦ νομοῦ.	[464, 690, 666, 850]
venizelos-title2: ΕΤΗΛΕΓΡΑΦΗΣΕ ΝΑ ΤΟ ΚΡΑΤΗΘΗ ΔΙΑΜΕΡΙΣΜΑ	[22, 61, 438, 85]
episima-box	[678, 1018, 892, 1051]
mnimosynon-title: ΜΝΗΜΟΣΥΝΟΝ	[292, 1125, 396, 1144]
eranoi-title: ΟΙ ΕΡΑΝΟΙ ΔΙΑ ΤΗΝ ΑΜΥΝΑΝ	[75, 418, 385, 448]
vouleftiko-names: Ι. Τσιώμης, Γ. Παπαβασιλείου, Ι. Βαρδουλάκης, Ἀθ. Τουκτζίδης, Ν. Μάνος	[479, 926, 651, 967]
divider	[900, 1759, 1346, 1761]
chemicals-footer2: Ἀπευθυντέον διὰ πᾶσαν πληροφορίαν.	[127, 1568, 333, 1581]
death-text: ΑΘΗΝΑΙ 16.— Ὁ πρώην πρόεδρος τῆς Γαλλικῆς Δημοκρατίας Ντεσανὲλ ἀπεβίωσε. Ἡ κηδεία θὰ γίνῃ ἀύριον δημοσίᾳ δαπάνῃ.	[678, 1454, 892, 1513]
zoni-box	[236, 721, 452, 775]
